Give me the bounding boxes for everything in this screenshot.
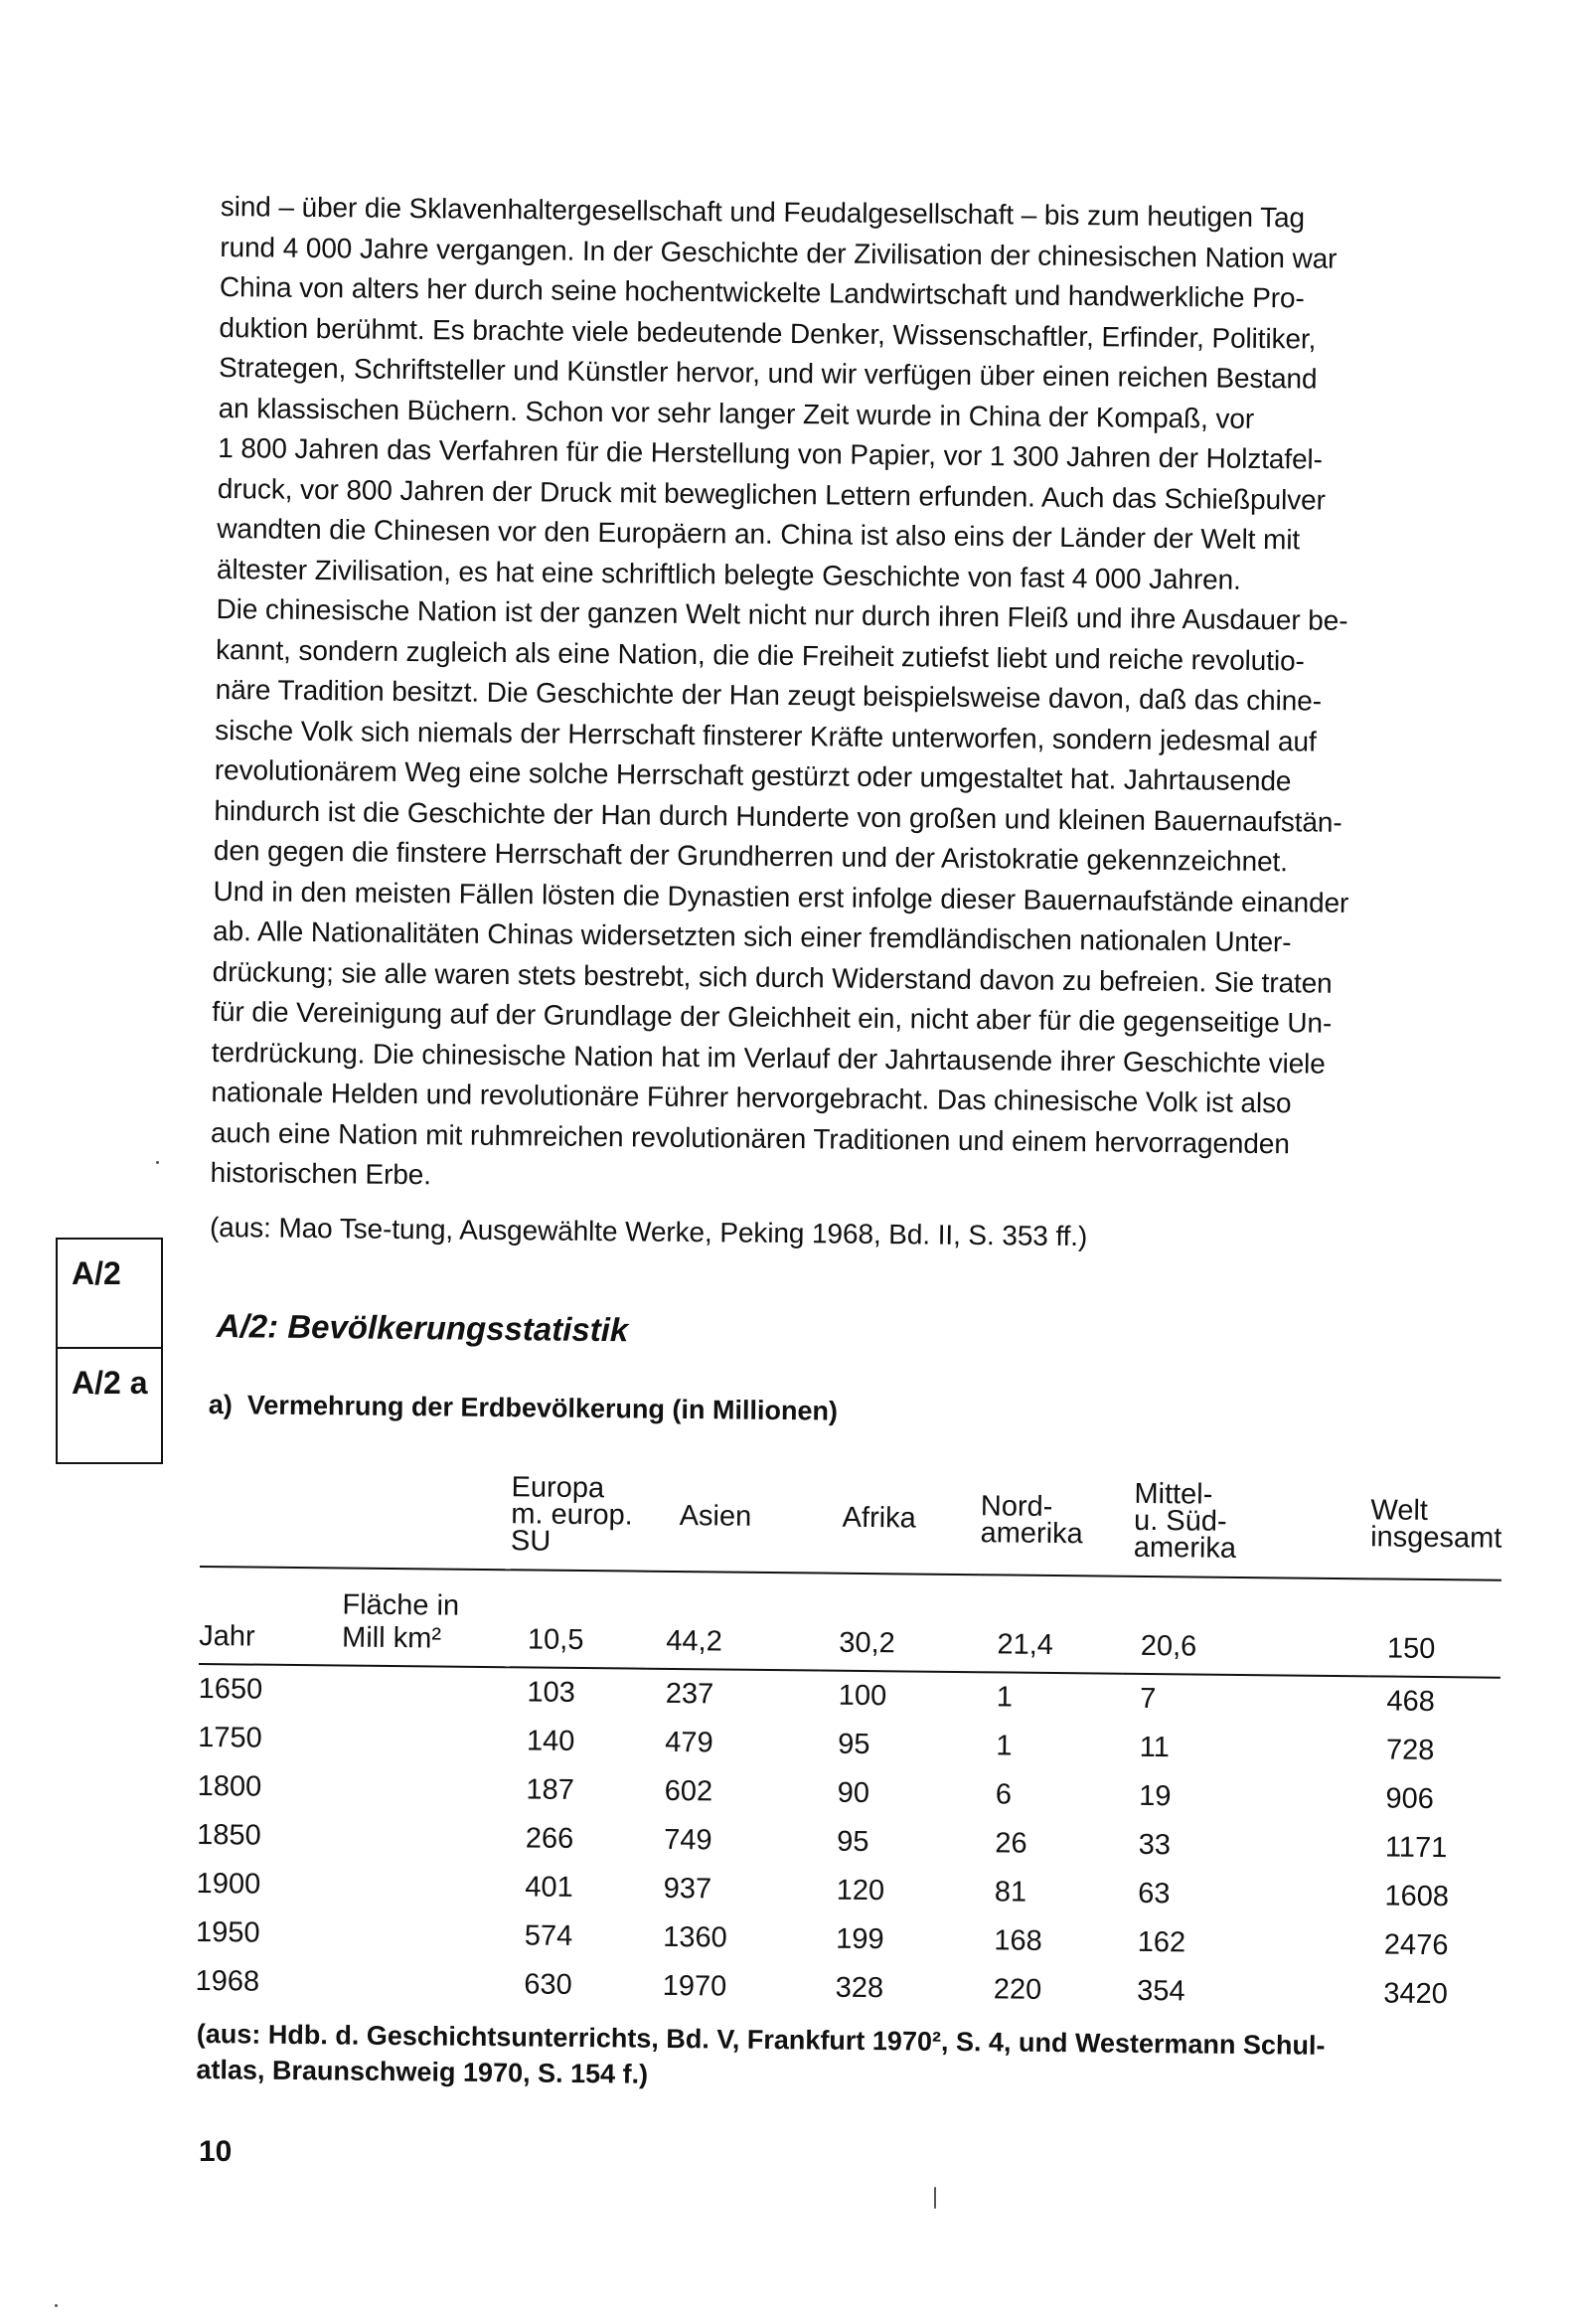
text-line: hindurch ist die Geschichte der Han durch Hunderte von großen und kleinen Bauernaufstän- (214, 794, 1342, 838)
row-value: 237 (665, 1677, 714, 1711)
row-value: 95 (837, 1825, 869, 1859)
margin-tab-a2 (56, 1238, 163, 1347)
row-spacer (340, 1812, 508, 1863)
row-value: 26 (995, 1827, 1027, 1860)
header-afrika: Afrika (842, 1501, 916, 1535)
row-year: 1950 (195, 1915, 260, 1949)
text-line: den gegen die finstere Herrschaft der Grundherren und der Aristokratie gekennzeichnet. (213, 834, 1289, 878)
row-value: 90 (837, 1776, 870, 1810)
margin-tab-a2a (56, 1347, 163, 1464)
text-line: duktion berühmt. Es brachte viele bedeutende Denker, Wissenschaftler, Erfinder, Politiker, (219, 311, 1317, 355)
area-value: 44,2 (648, 1572, 822, 1671)
margin-tab-a2a-label: A/2 a (72, 1365, 148, 1401)
row-spacer (340, 1763, 508, 1814)
margin-tab-a2-label: A/2 (72, 1255, 121, 1291)
text-line: ältester Zivilisation, es hat eine schriftlich belegte Geschichte von fast 4 000 Jahren. (216, 553, 1241, 595)
text-line: für die Vereinigung auf der Grundlage der Gleichheit ein, nicht aber für die gegenseitige Un- (212, 995, 1333, 1039)
row-value: 33 (1138, 1828, 1172, 1862)
text-line: Die chinesische Nation ist der ganzen Welt nicht nur durch ihren Fleiß und ihre Ausdauer be- (216, 592, 1348, 636)
text-line: Und in den meisten Fällen lösten die Dynastien erst infolge dieser Bauernaufstände einander (213, 875, 1349, 918)
row-year: 1800 (197, 1769, 262, 1803)
row-value: 120 (836, 1874, 885, 1908)
header-welt: Welt insgesamt (1370, 1493, 1502, 1555)
row-value: 11 (1139, 1731, 1171, 1764)
row-value: 1970 (662, 1969, 727, 2003)
text-line: sische Volk sich niemals der Herrschaft finsterer Kräfte unterworfen, sondern jedesmal auf (215, 714, 1317, 757)
row-value: 2476 (1383, 1928, 1449, 1962)
text-line: Strategen, Schriftsteller und Künstler hervor, und wir verfügen über einen reichen Bestand (218, 351, 1318, 395)
row-value: 7 (1140, 1682, 1157, 1716)
text-line: China von alters her durch seine hochentwickelte Landwirtschaft und handwerkliche Pro- (219, 270, 1305, 314)
row-value: 19 (1139, 1779, 1172, 1813)
text-line: 1 800 Jahren das Verfahren für die Herstellung von Papier, vor 1 300 Jahren der Holztafel- (218, 431, 1324, 475)
area-value: 10,5 (510, 1570, 649, 1668)
text-line: an klassischen Büchern. Schon vor sehr langer Zeit wurde in China der Kompaß, vor (218, 392, 1255, 434)
row-value: 81 (994, 1876, 1027, 1909)
table-source: (aus: Hdb. d. Geschichtsunterrichts, Bd. V, Frankfurt 1970², S. 4, und Westermann Schul- atlas, Braunschweig 1970, S. 154 f.) (196, 2018, 1326, 2089)
row-value: 162 (1137, 1925, 1186, 1959)
row-value: 95 (838, 1728, 870, 1761)
row-value: 354 (1137, 1974, 1185, 2008)
text-line: wandten die Chinesen vor den Europäern an. China ist also eins der Länder der Welt mit (217, 512, 1301, 556)
row-value: 401 (525, 1871, 573, 1904)
scan-speck (934, 2187, 936, 2209)
row-value: 937 (663, 1872, 712, 1906)
table-area-row (199, 1567, 1501, 1678)
row-value: 1 (996, 1681, 1014, 1714)
row-year: 1650 (198, 1672, 263, 1706)
header-nordamerika: Nord- amerika (980, 1489, 1083, 1550)
area-year-label: Jahr (199, 1567, 343, 1666)
section-title: A/2: Bevölkerungsstatistik (216, 1307, 629, 1349)
text-line: näre Tradition besitzt. Die Geschichte der Han zeugt beispielsweise davon, daß das chine- (215, 673, 1323, 717)
row-spacer (339, 1861, 507, 1911)
row-value: 1608 (1384, 1880, 1450, 1913)
text-line: rund 4 000 Jahre vergangen. In der Geschichte der Zivilisation der chinesischen Nation war (220, 231, 1338, 274)
table-title (209, 1390, 838, 1427)
main-text-lines (210, 187, 1502, 1207)
text-line: ab. Alle Nationalitäten Chinas widersetzten sich einer fremdländischen nationalen Unter- (212, 914, 1292, 958)
row-value: 63 (1138, 1877, 1171, 1910)
row-value: 1171 (1384, 1831, 1448, 1865)
row-value: 602 (664, 1774, 713, 1808)
table-header-row (200, 1471, 1502, 1580)
row-value: 630 (524, 1968, 572, 2001)
row-value: 479 (665, 1726, 713, 1759)
row-value: 749 (664, 1823, 712, 1857)
area-value: 150 (1369, 1578, 1501, 1677)
text-line: kannt, sondern zugleich als eine Nation, die die Freiheit zutiefst liebt und reiche revolutio- (215, 633, 1305, 676)
text-line: historischen Erbe. (210, 1156, 432, 1191)
scan-speck (55, 2304, 58, 2307)
row-value: 266 (525, 1822, 574, 1855)
text-line: terdrückung. Die chinesische Nation hat im Verlauf der Jahrtausende ihrer Geschichte viele (211, 1036, 1326, 1079)
scan-speck (156, 1161, 159, 1164)
area-value: 21,4 (979, 1575, 1123, 1674)
row-value: 574 (524, 1919, 573, 1952)
row-value: 187 (526, 1773, 574, 1806)
text-line: auch eine Nation mit ruhmreichen revolutionären Traditionen und einem hervorragenden (210, 1116, 1290, 1159)
row-value: 220 (993, 1973, 1042, 2006)
text-line: sind – über die Sklavenhaltergesellschaft und Feudalgesellschaft – bis zum heutigen Tag (220, 190, 1306, 234)
row-value: 199 (836, 1922, 884, 1956)
area-value: 20,6 (1123, 1577, 1370, 1677)
row-value: 1360 (663, 1920, 727, 1954)
text-line: nationale Helden und revolutionäre Führer hervorgebracht. Das chinesische Volk ist also (211, 1076, 1292, 1119)
text-line: revolutionärem Weg eine solche Herrschaft gestürzt oder umgestaltet hat. Jahrtausende (214, 753, 1292, 797)
row-spacer (341, 1715, 509, 1765)
page-number: 10 (199, 2135, 233, 2168)
header-asien: Asien (679, 1500, 752, 1533)
row-year: 1968 (195, 1964, 260, 1998)
row-year: 1750 (198, 1721, 262, 1754)
area-label: Fläche in Mill km² (342, 1569, 511, 1668)
main-text-source: (aus: Mao Tse-tung, Ausgewählte Werke, Peking 1968, Bd. II, S. 353 ff.) (209, 1211, 1088, 1251)
row-value: 468 (1386, 1685, 1436, 1719)
header-europa: Europa m. europ. SU (510, 1471, 633, 1558)
text-line: drückung; sie alle waren stets bestrebt, sich durch Widerstand davon zu befreien. Sie traten (212, 955, 1333, 999)
row-value: 168 (994, 1924, 1042, 1957)
row-value: 103 (527, 1676, 575, 1709)
header-mittel-suedamerika: Mittel- u. Süd- amerika (1133, 1477, 1237, 1565)
area-value: 30,2 (821, 1574, 980, 1673)
population-table (195, 1471, 1502, 2020)
row-value: 100 (838, 1679, 887, 1713)
row-value: 1 (996, 1730, 1013, 1762)
table-title-marker: a) (208, 1390, 234, 1420)
row-value: 728 (1385, 1734, 1435, 1767)
row-spacer (338, 1958, 506, 2009)
row-year: 1900 (196, 1867, 261, 1901)
row-value: 3420 (1383, 1977, 1449, 2011)
row-value: 6 (995, 1778, 1013, 1811)
row-spacer (341, 1665, 509, 1717)
table-title-text: Vermehrung der Erdbevölkerung (in Millionen) (246, 1390, 839, 1426)
row-value: 140 (526, 1725, 575, 1757)
row-value: 906 (1385, 1782, 1434, 1816)
row-value: 328 (835, 1971, 884, 2005)
main-text (210, 187, 1502, 1260)
row-year: 1850 (196, 1818, 261, 1852)
text-line: druck, vor 800 Jahren der Druck mit beweglichen Lettern erfunden. Auch das Schießpulver (217, 472, 1326, 516)
row-spacer (339, 1909, 507, 1960)
